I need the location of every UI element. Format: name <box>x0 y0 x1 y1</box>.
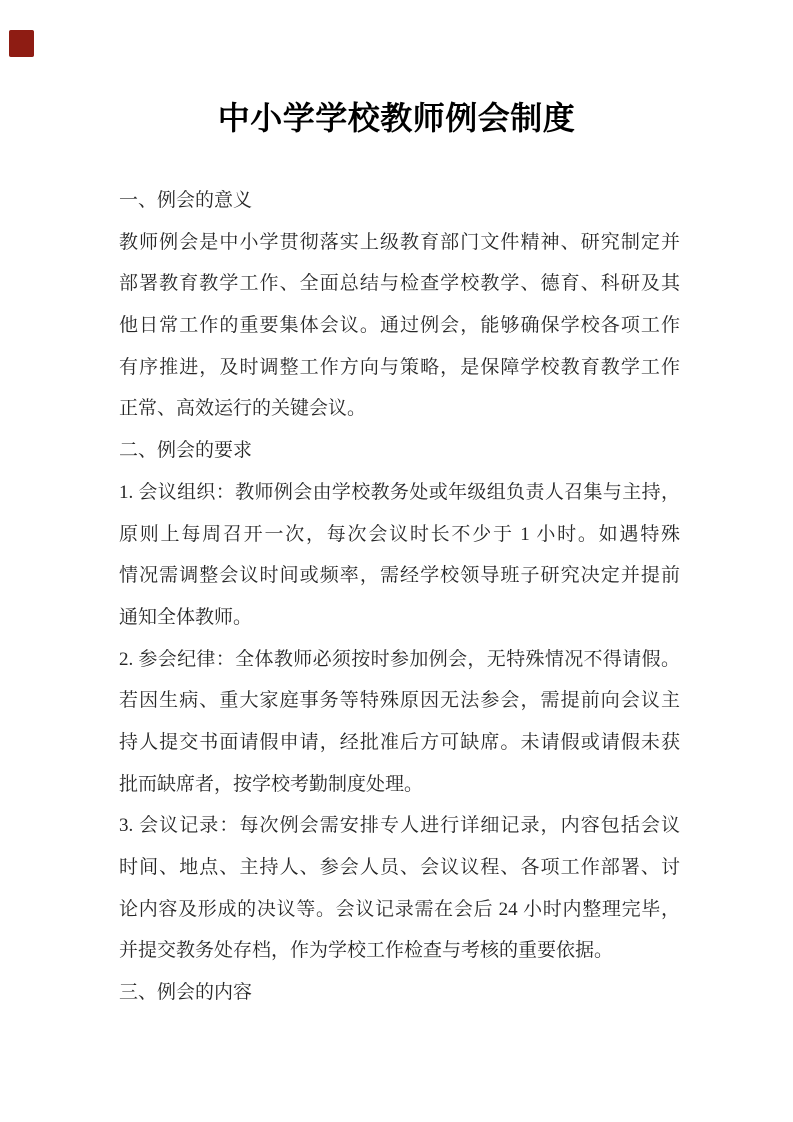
text-line: 一、例会的意义 <box>119 190 253 211</box>
text-line: 教师例会是中小学贯彻落实上级教育部门文件精神、研究制定并 <box>119 231 680 253</box>
text-line: 正常、高效运行的关键会议。 <box>119 398 367 420</box>
text-line: 批而缺席者，按学校考勤制度处理。 <box>119 773 424 795</box>
text-line: 时间、地点、主持人、参会人员、会议议程、各项工作部署、讨 <box>119 857 680 878</box>
text-line: 三、例会的内容 <box>119 982 253 1004</box>
text-line: 1. 会议组织：教师例会由学校教务处或年级组负责人召集与主持， <box>119 481 680 503</box>
text-line: 部署教育教学工作、全面总结与检查学校教学、德育、科研及其 <box>119 273 680 295</box>
corner-marker <box>9 30 34 57</box>
text-line: 并提交教务处存档，作为学校工作检查与考核的重要依据。 <box>119 940 614 962</box>
text-line: 2. 参会纪律：全体教师必须按时参加例会，无特殊情况不得请假。 <box>119 648 680 670</box>
document-title: 中小学学校教师例会制度 <box>217 100 576 136</box>
text-line: 有序推进，及时调整工作方向与策略，是保障学校教育教学工作 <box>119 356 680 378</box>
text-line: 二、例会的要求 <box>119 440 253 462</box>
text-line: 持人提交书面请假申请，经批准后方可缺席。未请假或请假未获 <box>119 731 680 753</box>
text-line: 情况需调整会议时间或频率，需经学校领导班子研究决定并提前 <box>119 565 680 587</box>
text-line: 3. 会议记录：每次例会需安排专人进行详细记录，内容包括会议 <box>119 815 680 837</box>
text-line: 他日常工作的重要集体会议。通过例会，能够确保学校各项工作 <box>119 315 680 337</box>
text-line: 通知全体教师。 <box>119 606 253 628</box>
text-line: 若因生病、重大家庭事务等特殊原因无法参会，需提前向会议主 <box>119 690 680 712</box>
text-line: 原则上每周召开一次，每次会议时长不少于 1 小时。如遇特殊 <box>119 523 680 545</box>
text-line: 论内容及形成的决议等。会议记录需在会后 24 小时内整理完毕， <box>119 898 680 920</box>
document-body <box>119 180 680 1014</box>
